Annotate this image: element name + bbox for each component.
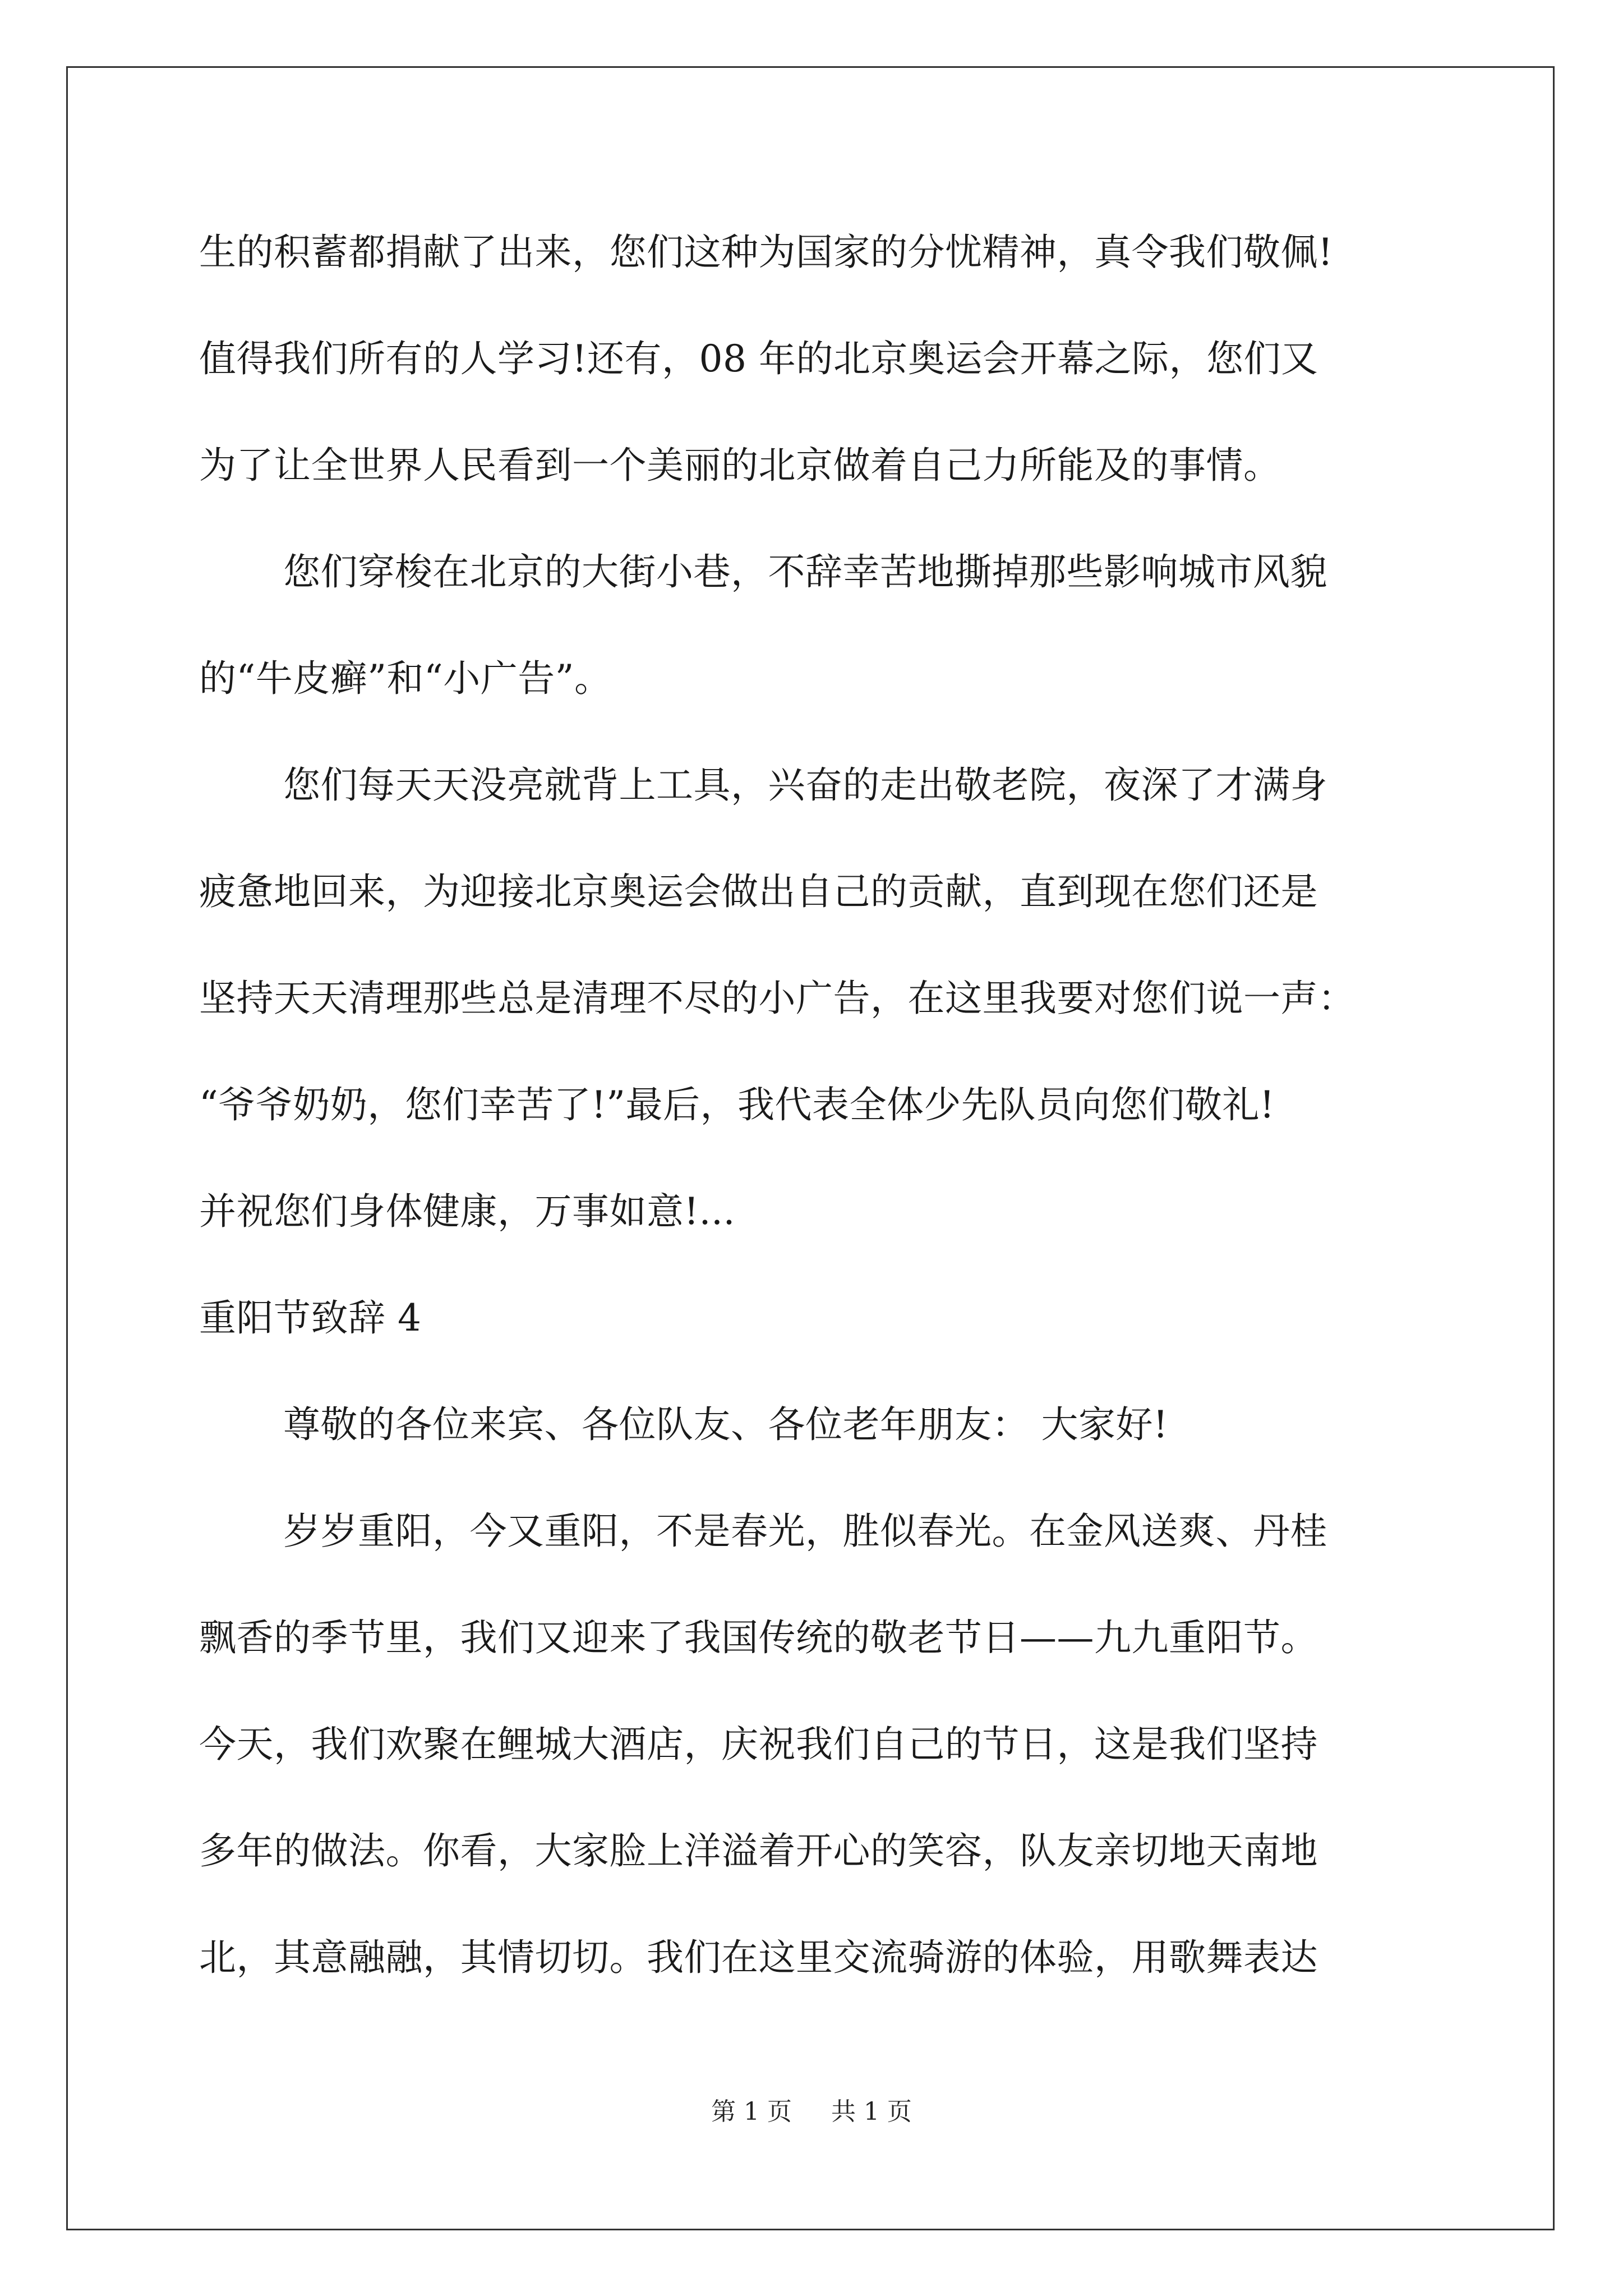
- text-line: “爷爷奶奶，您们幸苦了!”最后，我代表全体少先队员向您们敬礼!: [199, 1083, 1275, 1126]
- greeting-line: 尊敬的各位来宾、各位队友、各位老年朋友： 大家好!: [283, 1403, 1169, 1446]
- section-heading: 重阳节致辞 4: [199, 1296, 422, 1340]
- text-line: 生的积蓄都捐献了出来，您们这种为国家的分忧精神，真令我们敬佩!: [199, 231, 1334, 274]
- text-line: 并祝您们身体健康，万事如意!...: [199, 1190, 735, 1233]
- text-line: 为了让全世界人民看到一个美丽的北京做着自己力所能及的事情。: [199, 444, 1281, 487]
- page-footer: [0, 2095, 1623, 2129]
- text-line: 飘香的季节里，我们又迎来了我国传统的敬老节日——九九重阳节。: [199, 1616, 1318, 1659]
- text-line: 今天，我们欢聚在鲤城大酒店，庆祝我们自己的节日，这是我们坚持: [199, 1723, 1318, 1766]
- text-line: 疲惫地回来，为迎接北京奥运会做出自己的贡献，直到现在您们还是: [199, 870, 1318, 913]
- paragraph-start-line: 岁岁重阳，今又重阳，不是春光，胜似春光。在金风送爽、丹桂: [283, 1510, 1327, 1553]
- paragraph-start-line: 您们每天天没亮就背上工具，兴奋的走出敬老院，夜深了才满身: [283, 763, 1327, 807]
- text-line: 北，其意融融，其情切切。我们在这里交流骑游的体验，用歌舞表达: [199, 1936, 1318, 1979]
- text-line: 值得我们所有的人学习!还有，08 年的北京奥运会开幕之际，您们又: [199, 337, 1318, 380]
- page-number: 第 1 页: [711, 2097, 792, 2126]
- text-line: 坚持天天清理那些总是清理不尽的小广告，在这里我要对您们说一声：: [199, 977, 1355, 1020]
- page-total: 共 1 页: [831, 2097, 912, 2126]
- document-body: [199, 199, 1433, 2011]
- text-line: 的“牛皮癣”和“小广告”。: [199, 657, 612, 700]
- text-line: 多年的做法。你看，大家脸上洋溢着开心的笑容，队友亲切地天南地: [199, 1829, 1318, 1872]
- paragraph-start-line: 您们穿梭在北京的大街小巷，不辞幸苦地撕掉那些影响城市风貌: [283, 550, 1327, 593]
